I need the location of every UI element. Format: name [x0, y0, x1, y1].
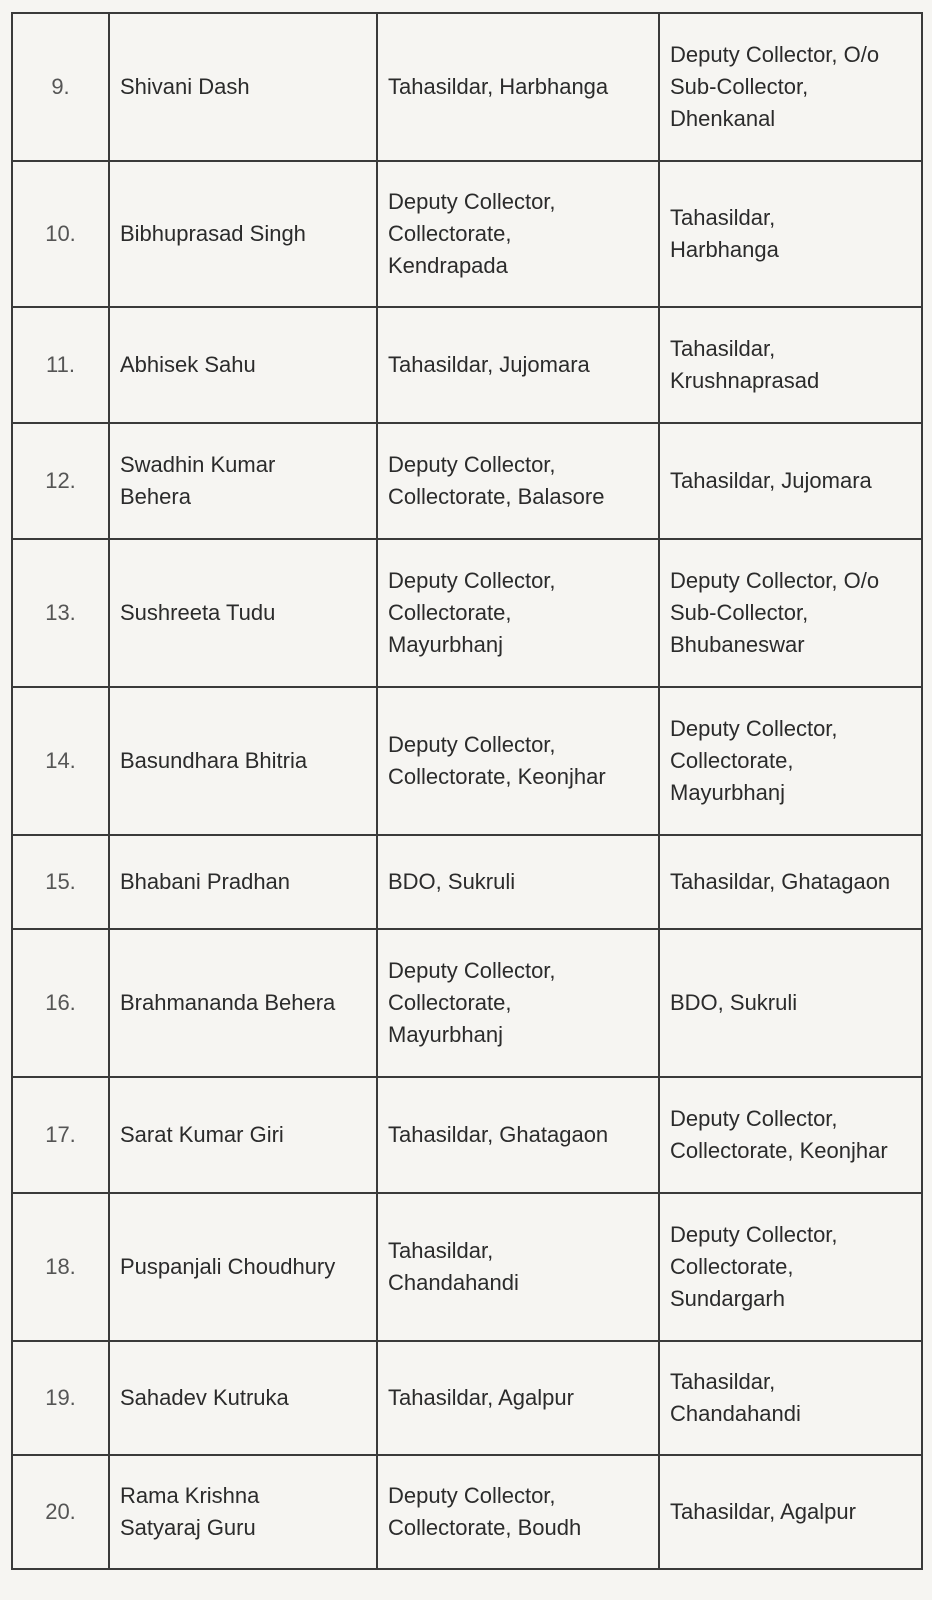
table-row [12, 1193, 922, 1341]
present-posting: Tahasildar, Jujomara [377, 307, 659, 423]
officer-name: Bibhuprasad Singh [109, 161, 377, 307]
officer-name: Swadhin Kumar Behera [109, 423, 377, 539]
new-posting: Deputy Collector, O/o Sub-Collector, Bhubaneswar [659, 539, 922, 687]
new-posting: Deputy Collector, Collectorate, Mayurbhanj [659, 687, 922, 835]
present-posting: Deputy Collector, Collectorate, Mayurbhanj [377, 929, 659, 1077]
present-posting: Deputy Collector, Collectorate, Keonjhar [377, 687, 659, 835]
new-posting: Tahasildar, Harbhanga [659, 161, 922, 307]
officer-name: Sushreeta Tudu [109, 539, 377, 687]
table-row [12, 307, 922, 423]
table-row [12, 161, 922, 307]
new-posting: Tahasildar, Chandahandi [659, 1341, 922, 1455]
officer-name: Shivani Dash [109, 13, 377, 161]
new-posting: Tahasildar, Ghatagaon [659, 835, 922, 929]
new-posting: Deputy Collector, Collectorate, Sundargarh [659, 1193, 922, 1341]
serial-number: 16. [12, 929, 109, 1077]
officer-name: Basundhara Bhitria [109, 687, 377, 835]
serial-number: 14. [12, 687, 109, 835]
serial-number: 13. [12, 539, 109, 687]
table-row [12, 929, 922, 1077]
officer-name: Rama Krishna Satyaraj Guru [109, 1455, 377, 1569]
officer-name: Sarat Kumar Giri [109, 1077, 377, 1193]
present-posting: Tahasildar, Ghatagaon [377, 1077, 659, 1193]
officer-name: Puspanjali Choudhury [109, 1193, 377, 1341]
table-row [12, 835, 922, 929]
table-row [12, 1077, 922, 1193]
present-posting: Deputy Collector, Collectorate, Boudh [377, 1455, 659, 1569]
new-posting: Tahasildar, Krushnaprasad [659, 307, 922, 423]
officer-name: Bhabani Pradhan [109, 835, 377, 929]
serial-number: 9. [12, 13, 109, 161]
table-row [12, 13, 922, 161]
serial-number: 18. [12, 1193, 109, 1341]
serial-number: 12. [12, 423, 109, 539]
new-posting: Deputy Collector, O/o Sub-Collector, Dhenkanal [659, 13, 922, 161]
new-posting: Tahasildar, Agalpur [659, 1455, 922, 1569]
present-posting: Deputy Collector, Collectorate, Kendrapada [377, 161, 659, 307]
serial-number: 11. [12, 307, 109, 423]
present-posting: Deputy Collector, Collectorate, Mayurbhanj [377, 539, 659, 687]
serial-number: 19. [12, 1341, 109, 1455]
present-posting: Tahasildar, Agalpur [377, 1341, 659, 1455]
transfer-table [11, 12, 923, 1570]
new-posting: BDO, Sukruli [659, 929, 922, 1077]
serial-number: 10. [12, 161, 109, 307]
present-posting: Deputy Collector, Collectorate, Balasore [377, 423, 659, 539]
present-posting: Tahasildar, Chandahandi [377, 1193, 659, 1341]
table-row [12, 423, 922, 539]
serial-number: 17. [12, 1077, 109, 1193]
present-posting: BDO, Sukruli [377, 835, 659, 929]
officer-name: Brahmananda Behera [109, 929, 377, 1077]
new-posting: Tahasildar, Jujomara [659, 423, 922, 539]
officer-name: Abhisek Sahu [109, 307, 377, 423]
table-row [12, 539, 922, 687]
present-posting: Tahasildar, Harbhanga [377, 13, 659, 161]
serial-number: 15. [12, 835, 109, 929]
officer-name: Sahadev Kutruka [109, 1341, 377, 1455]
table-row [12, 687, 922, 835]
serial-number: 20. [12, 1455, 109, 1569]
table-row [12, 1341, 922, 1455]
new-posting: Deputy Collector, Collectorate, Keonjhar [659, 1077, 922, 1193]
table-row [12, 1455, 922, 1569]
